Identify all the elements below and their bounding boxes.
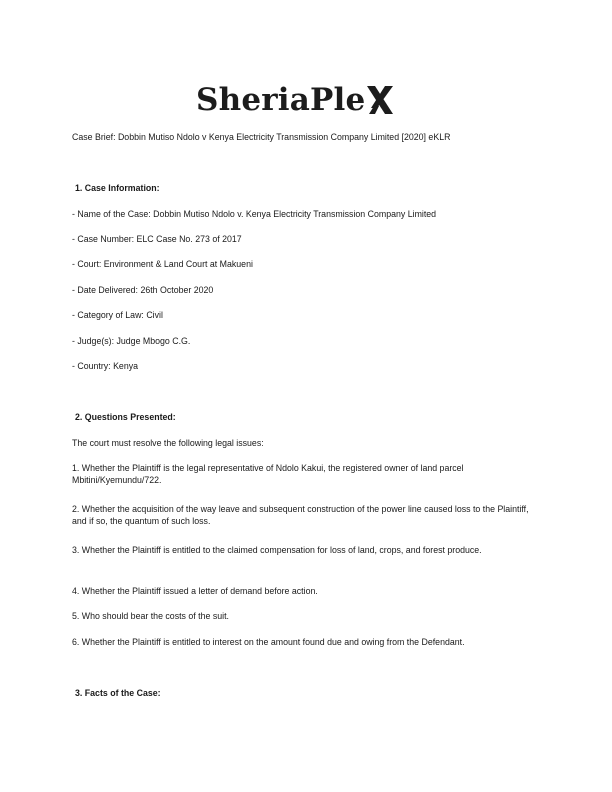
case-info-country: - Country: Kenya: [72, 361, 139, 371]
question-item-5: 5. Who should bear the costs of the suit.: [72, 611, 229, 621]
question-item-3: 3. Whether the Plaintiff is entitled to the claimed compensation for loss of land, crops, and forest produce.: [72, 545, 482, 555]
brief-title: Case Brief: Dobbin Mutiso Ndolo v Kenya Electricity Transmission Company Limited [2020] eKLR: [72, 132, 451, 142]
question-item-1: 1. Whether the Plaintiff is the legal representative of Ndolo Kakui, the registered owner of land parcel Mbitini/Kyemundu/722.: [72, 463, 464, 485]
case-info-number: - Case Number: ELC Case No. 273 of 2017: [72, 234, 242, 244]
logo-x-mark: [365, 84, 395, 116]
facts-heading: 3. Facts of the Case:: [75, 688, 161, 698]
questions-heading: 2. Questions Presented:: [75, 412, 176, 422]
case-info-court: - Court: Environment & Land Court at Makueni: [72, 259, 253, 269]
sheriaplex-logo: [196, 78, 420, 122]
question-item-4: 4. Whether the Plaintiff issued a letter of demand before action.: [72, 586, 318, 596]
logo-wordmark: SheriaPle: [196, 81, 366, 118]
case-info-judges: - Judge(s): Judge Mbogo C.G.: [72, 336, 191, 346]
question-item-6: 6. Whether the Plaintiff is entitled to interest on the amount found due and owing from the Defendant.: [72, 637, 465, 647]
case-info-name: - Name of the Case: Dobbin Mutiso Ndolo v. Kenya Electricity Transmission Company Limited: [72, 209, 437, 219]
questions-intro: The court must resolve the following legal issues:: [72, 438, 264, 448]
case-info-category: - Category of Law: Civil: [72, 310, 163, 320]
question-item-2: 2. Whether the acquisition of the way leave and subsequent construction of the power line caused loss to the Plaintiff, and if so, the quantum of such loss.: [72, 504, 529, 526]
case-information-heading: 1. Case Information:: [75, 183, 160, 193]
case-info-date: - Date Delivered: 26th October 2020: [72, 285, 214, 295]
